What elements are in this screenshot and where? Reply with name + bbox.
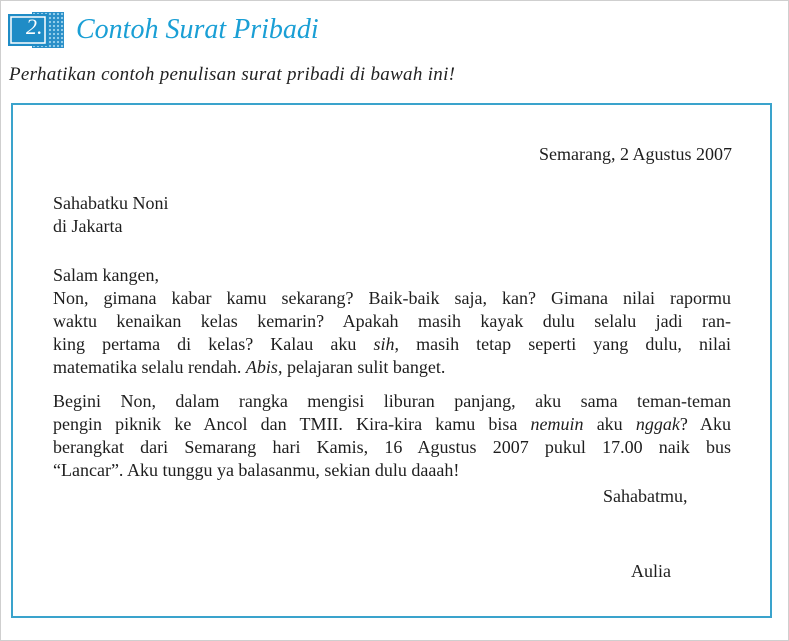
letter-box (11, 103, 772, 618)
letter-date: Semarang, 2 Agustus 2007 (539, 144, 732, 164)
letter-closing: Sahabatmu, (603, 486, 688, 506)
letter-recipient-name: Sahabatku Noni (53, 193, 169, 213)
paragraph-2-line-2: pengin piknik ke Ancol dan TMII. Kira-kira kamu bisa nemuin aku nggak? Aku (53, 414, 731, 434)
letter-recipient-place: di Jakarta (53, 216, 123, 236)
instruction-text: Perhatikan contoh penulisan surat pribadi di bawah ini! (9, 64, 456, 85)
paragraph-1-line-4: matematika selalu rendah. Abis, pelajaran sulit banget. (53, 357, 446, 377)
paragraph-2-line-3: berangkat dari Semarang hari Kamis, 16 Agustus 2007 pukul 17.00 naik bus (53, 437, 731, 457)
paragraph-1-line-3: king pertama di kelas? Kalau aku sih, masih tetap seperti yang dulu, nilai (53, 334, 731, 354)
paragraph-1-line-2: waktu kenaikan kelas kemarin? Apakah masih kayak dulu selalu jadi ran- (53, 311, 731, 331)
letter-signature: Aulia (631, 561, 671, 581)
section-title: Contoh Surat Pribadi (76, 14, 319, 45)
paragraph-2-line-1: Begini Non, dalam rangka mengisi liburan panjang, aku sama teman-teman (53, 391, 731, 411)
section-number: 2. (26, 14, 43, 39)
letter-greeting: Salam kangen, (53, 265, 159, 285)
paragraph-1-line-1: Non, gimana kabar kamu sekarang? Baik-baik saja, kan? Gimana nilai rapormu (53, 288, 731, 308)
paragraph-2-line-4: “Lancar”. Aku tunggu ya balasanmu, sekian dulu daaah! (53, 460, 460, 480)
